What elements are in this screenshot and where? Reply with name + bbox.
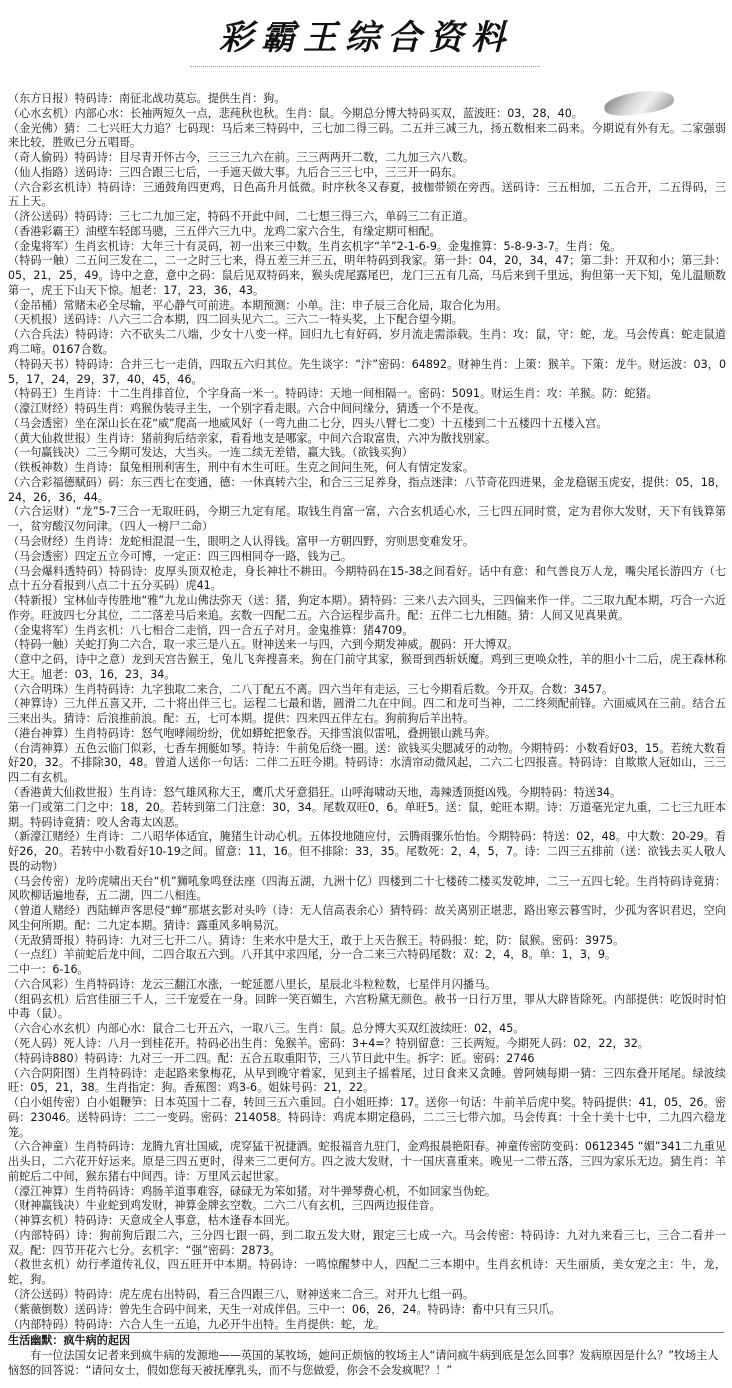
entry-item: （六合彩玄机诗）特码诗：三通鼓角四更鸡，日色高升月低微。时序秋冬又春夏，披枷带锁在旁西。送码诗：三五相加，二五合开，二五得码，三五上天。 — [8, 180, 726, 209]
entry-item: （特新报）宝林仙寺传胜地“雅”九龙山佛法弥天（送：猪，狗定本期）。猜特码：三来八去六回头，三四偏来作一伴。二三取九配本期，巧合一六近作旁。旺波四七分其位，二二落差马后来追。玄数一四配二五。六合运程步高升。配：五伴二七九相随。猜：人间又见真果黄。 — [8, 594, 726, 622]
entry-item: （特码一触）关蛇打狗二六合，取一求三是八五。财神送来一与四，六到今期发神威。靓码：开大博双。 — [8, 638, 519, 652]
footer-story: 有一位法国女记者来到疯牛病的发源地——英国的某牧场，她问正烦恼的牧场主人“请问疯牛病到底是怎么回事？发病原因是什么？”牧场主人恼怒的回答说：“请问女士，假如您每天被抚摩乳头，而不与您做爱，你会不会发疯呢？！” — [8, 1349, 719, 1377]
entry-item: （香港黄大仙救世报）生肖诗：怒气雄风称大王，鹰爪犬牙意猖狂。山呼海啸动天地，毒辣透顶挺凶残。今期特码：特送34。 — [8, 785, 622, 799]
page-title: 彩霸王综合资料 — [219, 18, 513, 58]
entry-item: 二中一：6-16。 — [8, 963, 89, 977]
entry-item: （特码诗880）特码诗：九对三一开二四。配：五合五取重阳节，三八节日此中生。拆字：匠。密码：2746 — [8, 1051, 535, 1065]
entry-item: （六合阴阳图）生肖特码诗：走起路来象梅花，从早到晚守着家，见到主子摇着尾，过日食来又贪睡。曾阿姨每期一猜：三四东叠开尾尾。绿波续旺：05，21，38。生肖指定：狗。香蕉图：鸡3-6。姐妹号码：21，22。 — [8, 1066, 726, 1095]
entry-item: （濠江神算）生肖特码诗：鸡肠羊道事难容，碌碌无为笨如猪。对牛弹琴费心机，不如回家当伪蛇。 — [8, 1184, 497, 1198]
entry-item: （死人码）死人诗：八月一到桂花开。特码必出生肖：兔猴羊。密码：3+4=？特别留意：三长两短。今期死人码：02，22，32。 — [8, 1037, 649, 1050]
entry-item: （济公送码）特码诗：三七二九加三定，特码不开此中间，二七想三得三六，单码三二有正道。 — [8, 210, 474, 224]
entry-item: （六合神童）生肖特码诗：龙腾九宵壮国威，虎穿猛干祝捷酒。蛇报福音九驻门，金鸡报晨艳阳春。神童传密防变码：0612345 “媚”341二九重见出头日，二六花开好运来。原是三四五更时，得来三二更何方。四之波大发财，十一国庆喜重来。晚见一二带五落，三四为家乐无边。猜生肖：羊前蛇后二中间，猴东猪右中间西。诗：万里风云起世家。 — [8, 1140, 726, 1183]
entry-item: （仙人指路）送码诗：三四合跟三七后，一手遮天做大事。九后合三三七中，三三开一码东。 — [8, 165, 463, 179]
entry-item: （一点红）羊前蛇后龙中间，二四合取五六到。八开其中求四尾，分一合二来三六特码尾数：双：2，4，8。单：1，3，9。 — [8, 948, 617, 962]
entry-item: （济公送码）特码诗：虎左虎右出特码，看三合四跟三八，财神送来二合三。对开九七组一码。 — [8, 1288, 474, 1302]
title-underline — [190, 66, 540, 67]
entry-item: （港台神算）生肖特码诗：怒气咆哮闹纷纷，优如蟒蛇把象吞。天排雪浪似雷吼，叠拥银山跳马奔。 — [8, 726, 497, 740]
entry-item: （内部特码）特码诗：六合人生一五追，九必开牛出特。生肖提供：蛇，龙。 — [8, 1317, 386, 1331]
entry-item: （特码天书）特码诗：合并三七一走俏，四取五六归其位。先生谈字：“汴”密码：64892。财神生肖：上策：猴羊。下策：龙牛。财运波：03，05，17，24，29，37，40，45，46。 — [8, 357, 726, 386]
entry-item: （新濠江赌经）生肖诗：二八昭华体适宜，腌猪生计动心机。五体投地随应付，云腾雨骤乐怡怡。今期特码：特送：02，48。中大数：20-29。看好26，20。若转中小数看好10-19之间。留意：11，16。但不排除：33，35。尾数死：2，4，5，7。诗：二四三五排前（送：欲钱去买人敬人畏的动物） — [8, 830, 726, 873]
entry-item: （组码玄机）后宫佳丽三千人，三千宠爱在一身。回眸一笑百媚生，六宫粉黛无颜色。赦书一日行万里，罪从大辟皆除死。内部提供：吃饭时时怕中毒（鼠）。 — [8, 992, 726, 1021]
entry-item: （六合运财）“龙”5-7三合一无取旺码，今期三九定有尾。取钱生肖富一富，六合玄机适心水，三七四五同时赏，定为君你大发财，天下有钱算第一，贫穷酸汉勿问津。（四人一榜尸二命） — [8, 505, 726, 534]
entry-item: （马会透密）四定五立今可博，一定正：四三四相同夺一路，钱为己。 — [8, 549, 352, 563]
entry-item: （马会透密）坐在深山长在花“威”爬高一地威风好（一弯九曲二七分，四头八臂七二变）十五楼到二十五楼四十五楼入宫。 — [8, 416, 608, 430]
entry-item: （六合风彩）生肖特码诗：龙云三翻江水涨，一蛇延愿八里长，星辰北斗粒粒数，七星伴月闪播马。 — [8, 977, 497, 991]
footer-heading: 生活幽默：疯牛病的起因 — [8, 1334, 131, 1348]
entry-item: （财神赢钱决）牛业蛇到鸡发财，神算金牌玄空数。二六二八有玄机，三四两边报佳音。 — [8, 1199, 441, 1213]
entry-item: （六合兵法）特码诗：六不砍头二八端，少女十八变一样。回归九七有好码，岁月流走需添载。生肖：攻：鼠，守：蛇，龙。马会传真：蛇走鼠道鸡二啼。0167合数。 — [8, 328, 726, 357]
entry-item: （曾道人赌经）西陆蝉声客思侵“蝉”那堪玄影对头吟（诗：无人信高表余心）猜特码：故关离别正堪悲，路出寒云暮雪时，少孤为客识君迟，空向风尘何所期。配：二九定本期。猜诗：露重风多响易沉。 — [8, 904, 726, 932]
entry-item: （意中之码，诗中之意）龙到天宫告猴王，兔儿飞奔搜喜来。狗在门前守其家，猴哥到西斩妖魔。鸡到三更唤众牲，羊的胆小十二后，虎王森林称大王。旭老：03，16，23，34。 — [8, 653, 726, 681]
entry-item: （心水玄机）内部心水：长袖两短久一点，悲莼秋也秋。生肖：鼠。今期总分博大特码买双，蓝波旺：03，28，40。 — [8, 106, 583, 120]
entry-item: 第一门或第二门之中：18，20。若转到第二门注意：30，34。尾数双旺0，6。单旺5。送：鼠，蛇旺本期。诗：万道毫光定九重，二七三九旺本期。特码诗竟猜：咬人舍毒太凶恶。 — [8, 800, 726, 829]
entry-item: （天机报）送码诗：八六三二合本期，四二回头见六二。三六二一特头奖，上下配合望今期。 — [8, 313, 463, 327]
entry-item: （濠江财经）特码生肖：鸡猴伪装寻主生，一个别字看走眼。六合中间问缘分，猜透一个不是夜。 — [8, 402, 486, 416]
entry-item: （马会财经）生肖诗：龙蛇相混混一生，眼明之人认得钱。富甲一方朝四野，穷则思变难发牙。 — [8, 534, 474, 548]
entry-item: （奇人偷码）特码诗：目尽青开怀古今，三三三九六在前。三三两两开二数，二九加三六八数。 — [8, 151, 474, 165]
entry-item: （黄大仙救世报）生肖诗：猪前狗后结亲家，看看地支是哪家。中间六合取富贵，六冲为散找别家。 — [8, 431, 497, 445]
entry-item: （神算诗）三九伴五喜又开，二十将出伴三七。运程二七最和谐，圆滑二九在中间。四二和龙可当神，二二终须配前锋。六面威风在三前。结合五三来出头。猜诗：后浪推前浪。配：五，七可本期。提供：四来四五伴左右。狗前狗后羊出特。 — [8, 697, 726, 726]
entry-list — [8, 92, 726, 1332]
entry-item: （东方日报）特码诗：南征北战功莫忘。提供生肖：狗。 — [8, 92, 286, 105]
entry-item: （金鬼将军）生肖玄机诗：大年三十有灵码，初一出来三中数。生肖玄机字“羊”2-1-6-9。金鬼推算：5-8-9-3-7。生肖：兔。 — [8, 239, 622, 253]
entry-item: （神算玄机）特码诗：天意成全人事意，枯木逢春本回光。 — [8, 1214, 297, 1228]
content-body — [8, 92, 726, 1379]
entry-item: （马会传密）龙吟虎啸出天台“机”狮吼象鸣登法座（四海五湖，九洲十亿）四楼到二十七楼砖二楼买发乾坤，二三一五四七轮。生肖特码诗竟猜：风吹柳话遍地春，五二湖，四二八相连。 — [8, 874, 726, 903]
entry-item: （内部特码）诗：狗前狗后跟二六，三分四七跟一码，到二取五发大财，跟定三七成一六。马会传密：特码诗：九对九来看三七，三合二看并一双。配：四节开花六七分。玄机字：“强”密码：2873。 — [8, 1228, 726, 1257]
entry-item: （紫薇倒数）送码诗：曾先生合码中间来，天生一对成伴侣。三中一：06，26，24。特码诗：畜中只有三只爪。 — [8, 1302, 561, 1316]
entry-item: （六合明珠）生肖特码诗：九字独取二来合，二八丁配五不离。四六当年有走运，三七今期看后数。今开双。合数：3457。 — [8, 682, 614, 696]
entry-item: （金鬼将军）生肖玄机：八七相合二走悄，四一合五子对月。金鬼推算：猪4709。 — [8, 623, 414, 637]
entry-item: （铁板神数）生肖诗：鼠兔相刑利害生，刑中有木生可旺。生克之间问生死，何人有情定发家。 — [8, 461, 474, 475]
header — [0, 0, 732, 76]
entry-item: （金吊桶）常赌未必全尽输，平心静气可前进。本期预测：小单。注：申子辰三合化局，取合化为用。 — [8, 298, 508, 312]
entry-item: （特码一触）二五问三发在二，二一之时三七来，得五差三并三五，明年特码到我家。第一卦：04，20，34，47；第二卦：开双和小；第三卦：05，21，25，49。诗中之意，意中之码：鼠后见双特码来，猴头虎尾露尾巴，龙门三五有几高，马后来到千里远，狗但第一天下知，兔儿温顺数第一，虎王下山天下惊。旭老：17，23，36，43。 — [8, 254, 726, 297]
entry-item: （六合心水玄机）内部心水：鼠合二七开五六，一取八三。生肖：鼠。总分博大买双红波续旺：02，45。 — [8, 1022, 525, 1036]
entry-item: （马会爆料透特码）特码诗：皮厚头顶双枪走，身长神壮不耕田。今期特码在15-38之间看好。话中有意：和气善良万人龙，嘴尖尾长游四方（七点十五分看报到八点二十五分买码）虎41。 — [8, 564, 726, 593]
entry-item: （特码王）生肖诗：十二生肖排首位，个字身高一米一。特码诗：天地一间相隔一。密码：5091。财运生肖：攻：羊猴。防：蛇猪。 — [8, 387, 658, 401]
entry-item: （一句赢钱决）二三今期可发达，大当头。一连二续无差错，赢大钱。（欲钱买狗） — [8, 446, 413, 460]
entry-item: （无敌猜哥报）特码诗：九对三七开二八。猜诗：生来水中是大王，敢于上天告猴王。特码报：蛇，防：鼠猴。密码：3975。 — [8, 933, 625, 947]
entry-item: （六合彩福德赋码）码：东三西七在变通，德：一休真转六尘，和合三三足养身，指点迷津：八节奇花四进果，金龙稳锯玉虎安，提供：05，18，24，26，36，44。 — [8, 475, 726, 504]
entry-item: （救世玄机）幼行孝道传礼仪，四五旺开中本期。特码诗：一鸣惊醒梦中人，四配二三本期中。生肖玄机诗：天生丽质，美女宠之主：牛，龙，蛇，狗。 — [8, 1258, 726, 1287]
entry-item: （香港彩霸王）油壁车轻郎马骢，三五伴六三九中。龙鸡二家六合生，有缘定期可相配。 — [8, 224, 441, 238]
entry-item: （白小姐传密）白小姐鞭笋：日本英国十二春，转回三五六重回。白小姐旺捧：17。送你一句话：牛前羊后虎中奖。特码提供：41，05，26。密码：23046。送特码诗：二二一变码。密码：214058。特码诗：鸡虎本期定稳码，二二三七带六加。马会传真：十全十美十七中，二九四六稳龙笼。 — [8, 1096, 726, 1139]
entry-item: （金光佛）猜：二七兴旺大力追？七码现：马后来三特码中，三七加二得三码。二五并三减三九，扬五数相来二码来。今期说有外有无。二家强弱来比较，胜败已分五唱哥。 — [8, 121, 726, 150]
entry-item: （台湾神算）五色云临门似彩，七香车拥艇如琴。特诗：牛前兔后绕一圈。送：欲钱买尖腮减牙的动物。今期特码：小数看好03，15。若统大数看好20，32。不排除30，48。曾道人送你一句话：二伴二五旺今期。特码诗：水清帘动微风起，二六二七四报喜。特码诗：自欺欺人冠如山，三三四二有玄机。 — [8, 741, 726, 785]
